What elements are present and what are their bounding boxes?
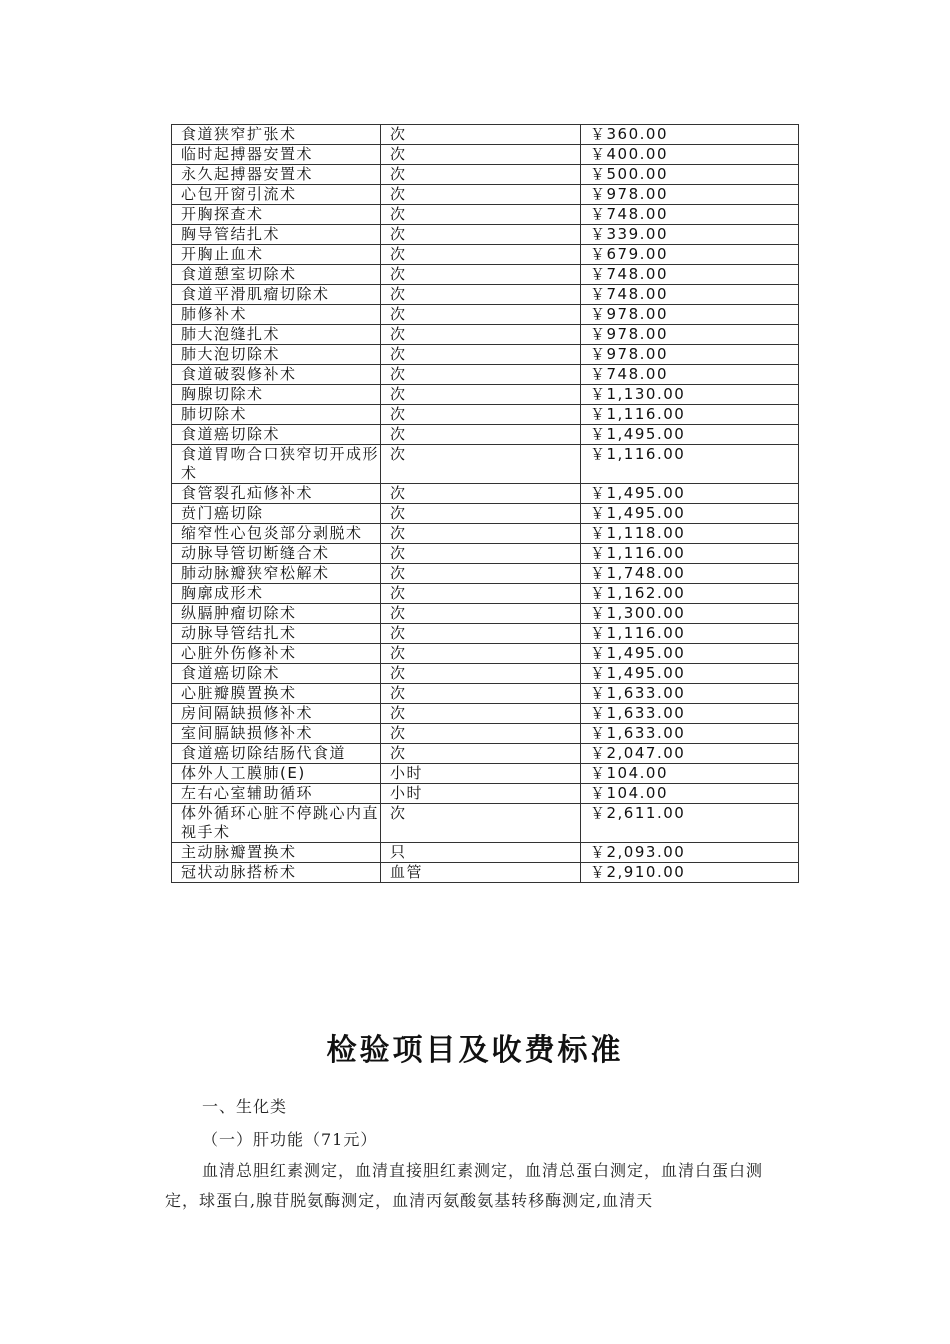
table-row — [172, 584, 799, 604]
item-name-cell: 体外人工膜肺(E) — [172, 764, 381, 784]
table-row — [172, 684, 799, 704]
unit-cell: 次 — [381, 145, 581, 165]
unit-cell: 小时 — [381, 764, 581, 784]
body-paragraph: 血清总胆红素测定，血清直接胆红素测定，血清总蛋白测定，血清白蛋白测定，球蛋白,腺苷脱氨酶测定，血清丙氨酸氨基转移酶测定,血清天 — [165, 1161, 764, 1210]
price-table — [171, 124, 799, 883]
price-cell: ￥1,495.00 — [581, 504, 799, 524]
table-row — [172, 245, 799, 265]
unit-cell: 次 — [381, 564, 581, 584]
table-row — [172, 365, 799, 385]
table-row — [172, 405, 799, 425]
table-row — [172, 425, 799, 445]
table-row — [172, 325, 799, 345]
table-row — [172, 125, 799, 145]
table-row — [172, 804, 799, 843]
table-row — [172, 664, 799, 684]
table-row — [172, 644, 799, 664]
unit-cell: 次 — [381, 644, 581, 664]
category-heading: 一、生化类 — [202, 1097, 288, 1116]
unit-cell: 次 — [381, 724, 581, 744]
price-cell: ￥400.00 — [581, 145, 799, 165]
price-cell: ￥1,495.00 — [581, 484, 799, 504]
price-cell: ￥104.00 — [581, 784, 799, 804]
unit-cell: 次 — [381, 285, 581, 305]
unit-cell: 只 — [381, 843, 581, 863]
price-cell: ￥978.00 — [581, 185, 799, 205]
unit-cell: 次 — [381, 804, 581, 843]
unit-cell: 小时 — [381, 784, 581, 804]
price-cell: ￥748.00 — [581, 285, 799, 305]
item-name-cell: 主动脉瓣置换术 — [172, 843, 381, 863]
item-name-cell: 缩窄性心包炎部分剥脱术 — [172, 524, 381, 544]
unit-cell: 次 — [381, 405, 581, 425]
item-name-cell: 肺大泡缝扎术 — [172, 325, 381, 345]
item-name-cell: 心脏外伤修补术 — [172, 644, 381, 664]
table-row — [172, 205, 799, 225]
item-name-cell: 心包开窗引流术 — [172, 185, 381, 205]
unit-cell: 次 — [381, 425, 581, 445]
table-row — [172, 165, 799, 185]
item-name-cell: 肺大泡切除术 — [172, 345, 381, 365]
item-name-cell: 食道癌切除结肠代食道 — [172, 744, 381, 764]
item-name-cell: 贲门癌切除 — [172, 504, 381, 524]
table-row — [172, 764, 799, 784]
table-row — [172, 504, 799, 524]
unit-cell: 血管 — [381, 863, 581, 883]
price-cell: ￥1,130.00 — [581, 385, 799, 405]
price-cell: ￥2,910.00 — [581, 863, 799, 883]
table-row — [172, 744, 799, 764]
price-cell: ￥360.00 — [581, 125, 799, 145]
item-name-cell: 食道癌切除术 — [172, 664, 381, 684]
price-cell: ￥978.00 — [581, 325, 799, 345]
item-name-cell: 胸廓成形术 — [172, 584, 381, 604]
unit-cell: 次 — [381, 225, 581, 245]
price-cell: ￥2,611.00 — [581, 804, 799, 843]
item-name-cell: 纵膈肿瘤切除术 — [172, 604, 381, 624]
table-row — [172, 784, 799, 804]
unit-cell: 次 — [381, 664, 581, 684]
item-name-cell: 食道胃吻合口狭窄切开成形术 — [172, 445, 381, 484]
table-row — [172, 484, 799, 504]
price-cell: ￥1,748.00 — [581, 564, 799, 584]
price-cell: ￥1,116.00 — [581, 624, 799, 644]
price-table-body — [172, 125, 799, 883]
unit-cell: 次 — [381, 604, 581, 624]
table-row — [172, 724, 799, 744]
table-row — [172, 524, 799, 544]
item-name-cell: 开胸止血术 — [172, 245, 381, 265]
unit-cell: 次 — [381, 584, 581, 604]
item-name-cell: 房间隔缺损修补术 — [172, 704, 381, 724]
unit-cell: 次 — [381, 524, 581, 544]
item-name-cell: 食道破裂修补术 — [172, 365, 381, 385]
unit-cell: 次 — [381, 365, 581, 385]
price-cell: ￥339.00 — [581, 225, 799, 245]
unit-cell: 次 — [381, 325, 581, 345]
item-name-cell: 永久起搏器安置术 — [172, 165, 381, 185]
item-name-cell: 左右心室辅助循环 — [172, 784, 381, 804]
unit-cell: 次 — [381, 624, 581, 644]
price-cell: ￥978.00 — [581, 305, 799, 325]
price-cell: ￥748.00 — [581, 205, 799, 225]
item-name-cell: 肺动脉瓣狭窄松解术 — [172, 564, 381, 584]
price-cell: ￥1,300.00 — [581, 604, 799, 624]
table-row — [172, 385, 799, 405]
price-cell: ￥1,162.00 — [581, 584, 799, 604]
item-name-cell: 体外循环心脏不停跳心内直视手术 — [172, 804, 381, 843]
unit-cell: 次 — [381, 504, 581, 524]
table-row — [172, 305, 799, 325]
item-name-cell: 食管裂孔疝修补术 — [172, 484, 381, 504]
price-cell: ￥500.00 — [581, 165, 799, 185]
price-cell: ￥1,495.00 — [581, 644, 799, 664]
price-cell: ￥104.00 — [581, 764, 799, 784]
unit-cell: 次 — [381, 385, 581, 405]
item-name-cell: 动脉导管切断缝合术 — [172, 544, 381, 564]
table-row — [172, 704, 799, 724]
table-row — [172, 843, 799, 863]
unit-cell: 次 — [381, 245, 581, 265]
table-row — [172, 604, 799, 624]
table-row — [172, 145, 799, 165]
unit-cell: 次 — [381, 684, 581, 704]
unit-cell: 次 — [381, 265, 581, 285]
price-cell: ￥1,633.00 — [581, 684, 799, 704]
unit-cell: 次 — [381, 744, 581, 764]
table-row — [172, 564, 799, 584]
unit-cell: 次 — [381, 165, 581, 185]
table-row — [172, 225, 799, 245]
item-name-cell: 食道憩室切除术 — [172, 265, 381, 285]
table-row — [172, 445, 799, 484]
item-name-cell: 食道癌切除术 — [172, 425, 381, 445]
table-row — [172, 544, 799, 564]
item-name-cell: 临时起搏器安置术 — [172, 145, 381, 165]
table-row — [172, 863, 799, 883]
price-cell: ￥748.00 — [581, 365, 799, 385]
table-row — [172, 265, 799, 285]
price-cell: ￥1,118.00 — [581, 524, 799, 544]
item-name-cell: 食道平滑肌瘤切除术 — [172, 285, 381, 305]
price-cell: ￥1,116.00 — [581, 445, 799, 484]
price-cell: ￥748.00 — [581, 265, 799, 285]
price-cell: ￥2,047.00 — [581, 744, 799, 764]
price-cell: ￥1,633.00 — [581, 704, 799, 724]
unit-cell: 次 — [381, 205, 581, 225]
unit-cell: 次 — [381, 185, 581, 205]
unit-cell: 次 — [381, 345, 581, 365]
item-name-cell: 动脉导管结扎术 — [172, 624, 381, 644]
unit-cell: 次 — [381, 445, 581, 484]
price-cell: ￥978.00 — [581, 345, 799, 365]
price-cell: ￥1,495.00 — [581, 664, 799, 684]
price-cell: ￥679.00 — [581, 245, 799, 265]
unit-cell: 次 — [381, 305, 581, 325]
price-cell: ￥2,093.00 — [581, 843, 799, 863]
subcategory-heading: （一）肝功能（71元） — [202, 1130, 378, 1149]
section-title: 检验项目及收费标准 — [326, 1033, 624, 1068]
table-row — [172, 624, 799, 644]
item-name-cell: 食道狭窄扩张术 — [172, 125, 381, 145]
unit-cell: 次 — [381, 544, 581, 564]
item-name-cell: 室间膈缺损修补术 — [172, 724, 381, 744]
item-name-cell: 冠状动脉搭桥术 — [172, 863, 381, 883]
unit-cell: 次 — [381, 704, 581, 724]
price-cell: ￥1,633.00 — [581, 724, 799, 744]
price-cell: ￥1,116.00 — [581, 544, 799, 564]
table-row — [172, 345, 799, 365]
price-cell: ￥1,116.00 — [581, 405, 799, 425]
unit-cell: 次 — [381, 125, 581, 145]
table-row — [172, 285, 799, 305]
price-cell: ￥1,495.00 — [581, 425, 799, 445]
table-row — [172, 185, 799, 205]
item-name-cell: 肺修补术 — [172, 305, 381, 325]
item-name-cell: 开胸探查术 — [172, 205, 381, 225]
item-name-cell: 胸腺切除术 — [172, 385, 381, 405]
item-name-cell: 肺切除术 — [172, 405, 381, 425]
item-name-cell: 心脏瓣膜置换术 — [172, 684, 381, 704]
item-name-cell: 胸导管结扎术 — [172, 225, 381, 245]
unit-cell: 次 — [381, 484, 581, 504]
